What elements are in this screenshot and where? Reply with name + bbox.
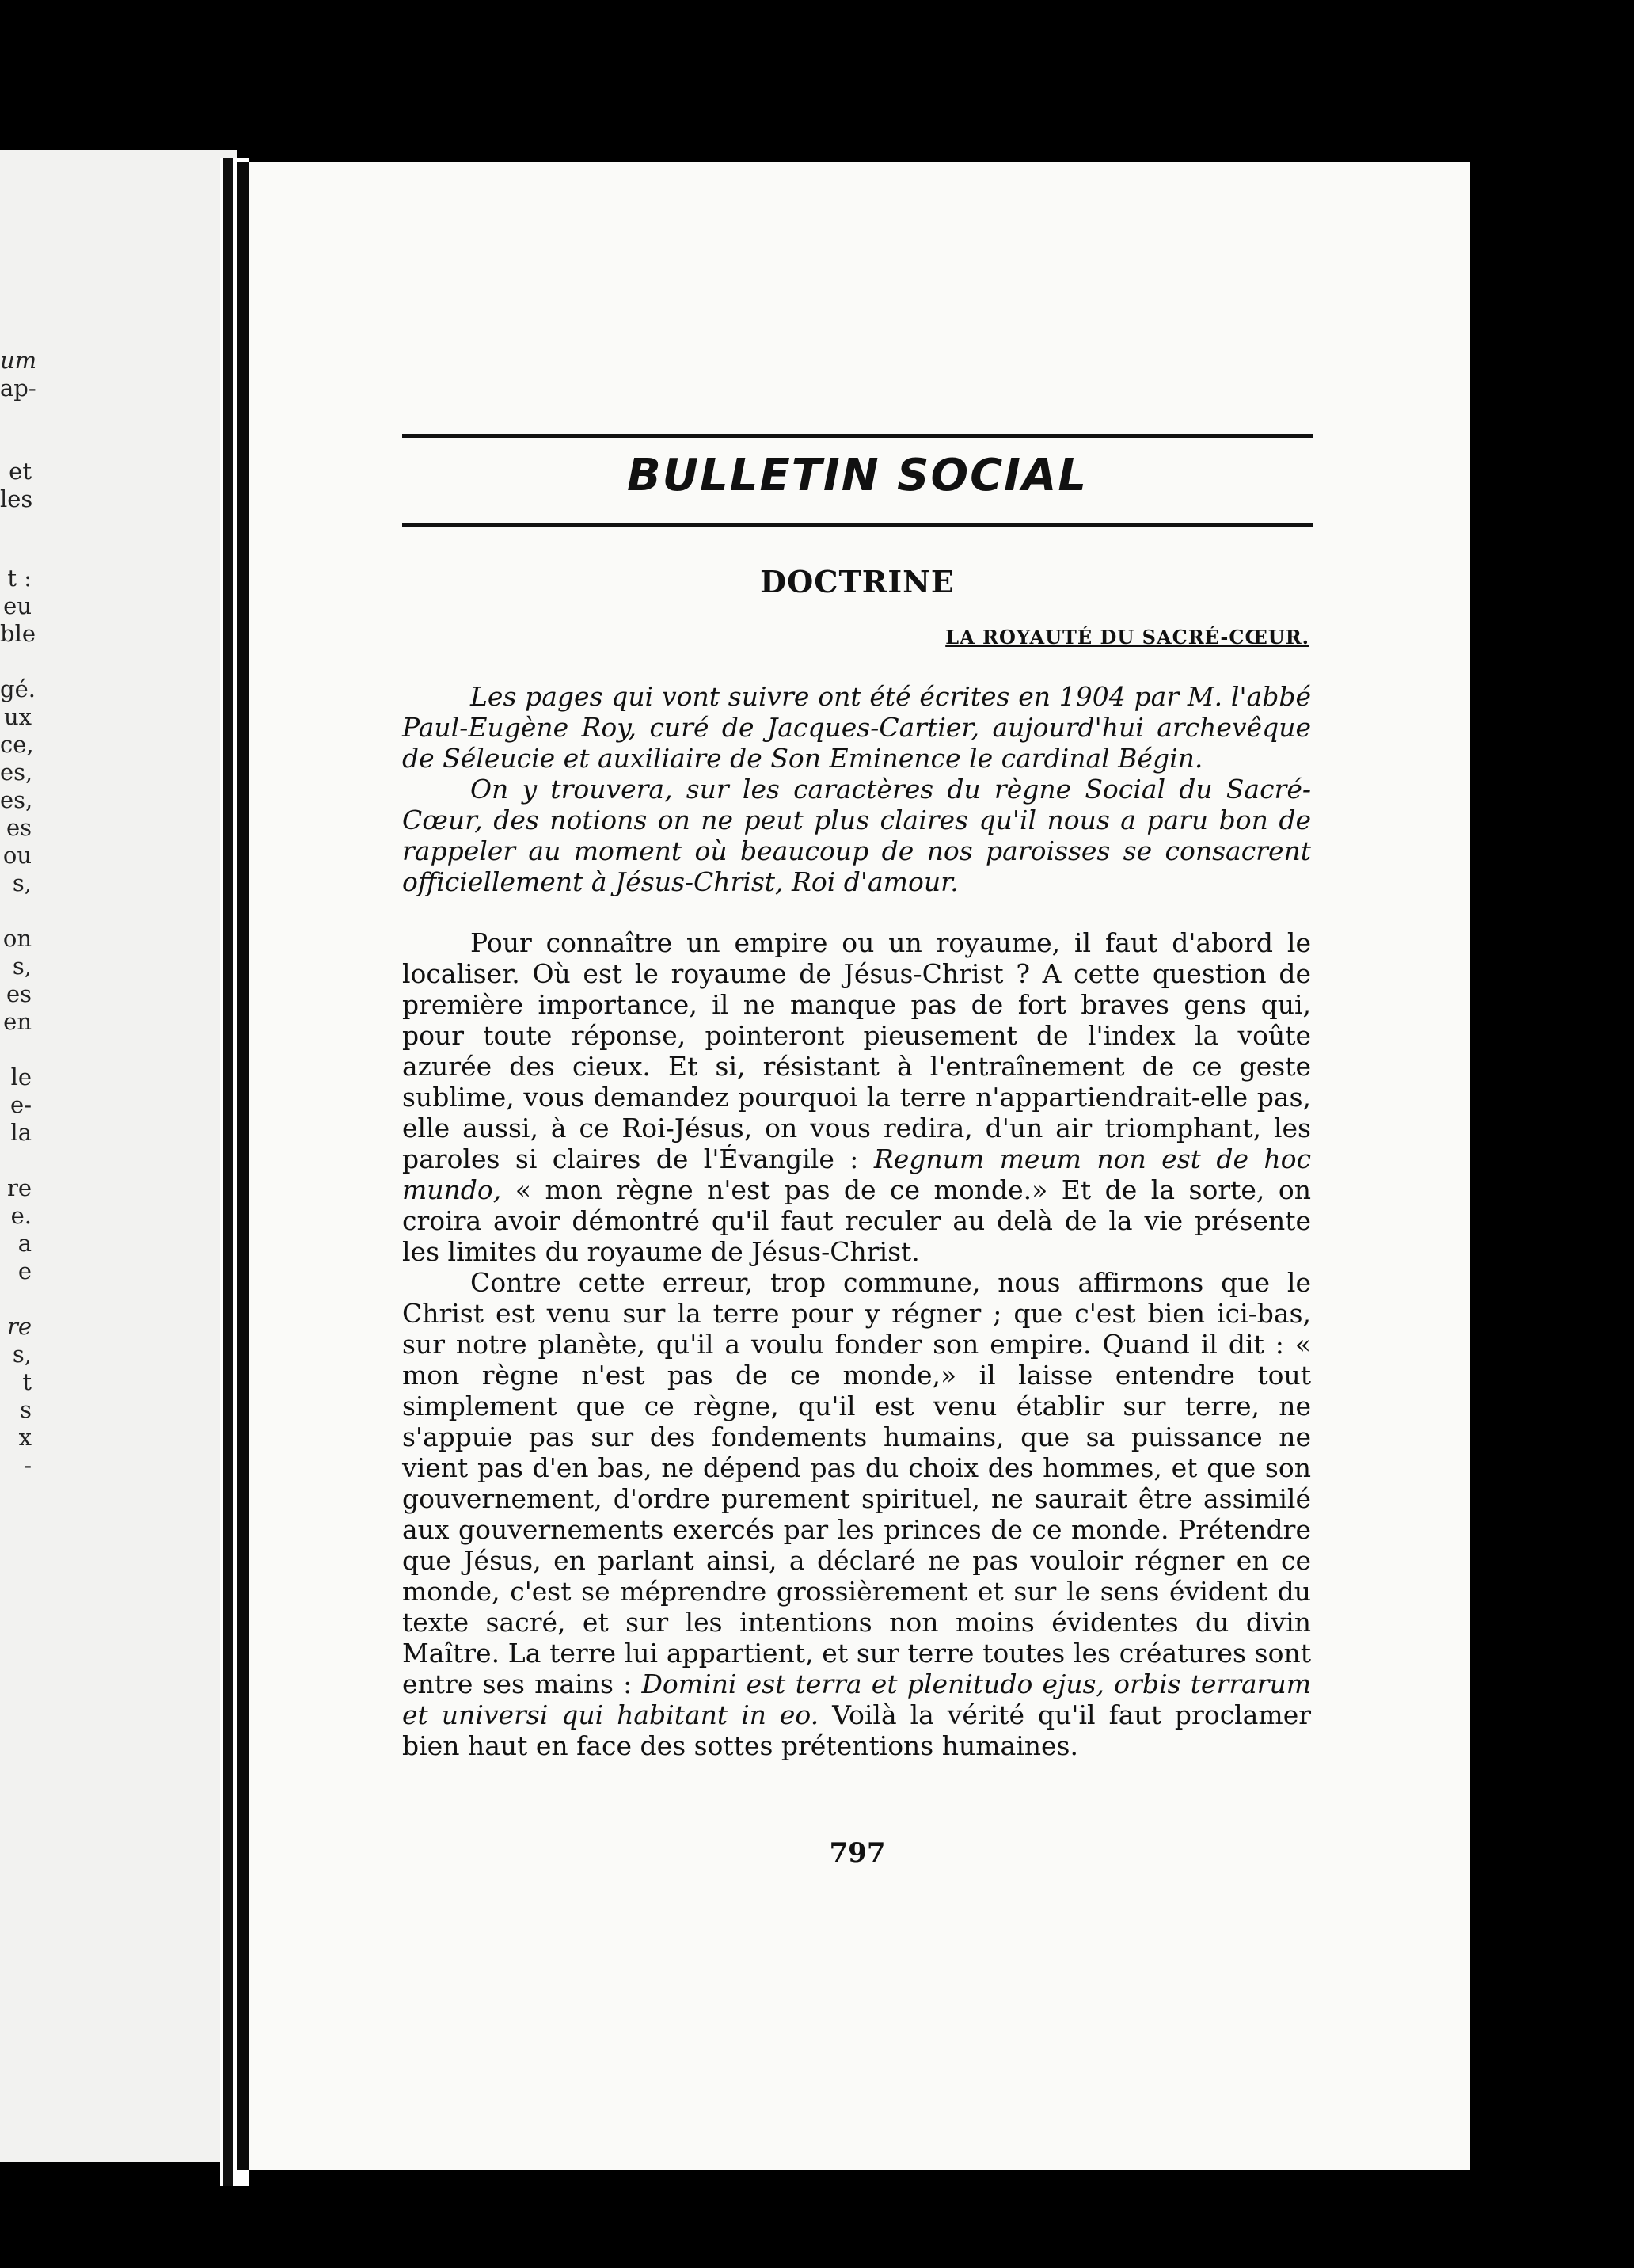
page-number: 797 bbox=[829, 1837, 886, 1869]
facing-page-fragment: ble bbox=[0, 620, 36, 647]
facing-page-fragment: t : bbox=[7, 565, 32, 592]
intro-paragraph: On y trouvera, sur les caractères du règne Social du Sacré-Cœur, des notions on ne peut plus claires qu'il nous a paru bon de rappeler au moment où beaucoup de nos paroisses se consacrent officiellement à Jésus-Christ, Roi d'amour. bbox=[402, 774, 1311, 897]
section-heading: DOCTRINE bbox=[760, 564, 955, 599]
facing-page-fragment: e- bbox=[10, 1091, 32, 1118]
facing-page-fragment: - bbox=[24, 1452, 32, 1478]
facing-page-fragment: la bbox=[10, 1119, 32, 1146]
facing-page-fragment: e. bbox=[10, 1202, 32, 1229]
facing-page-fragment: ce, bbox=[0, 731, 34, 758]
latin-quote: Regnum meum non est de hoc mundo, bbox=[402, 1144, 1311, 1205]
masthead-title: BULLETIN SOCIAL bbox=[626, 450, 1089, 501]
facing-page-fragment: a bbox=[17, 1230, 32, 1257]
facing-page-fragment: es, bbox=[0, 786, 33, 813]
facing-page bbox=[0, 150, 238, 2162]
facing-page-fragment: s, bbox=[12, 870, 32, 896]
body-paragraph: Pour connaître un empire ou un royaume, il faut d'abord le localiser. Où est le royaume de Jésus-Christ ? A cette question de première importance, il ne manque pas de fort braves gens qui, pour toute réponse, pointeront pieusement de l'index la voûte azurée des cieux. Et si, résistant à l'entraînement de ce geste sublime, vous demandez pourquoi la terre n'appartiendrait-elle pas, elle aussi, à ce Roi-Jésus, on vous redira, d'un air triomphant, les paroles si claires de l'Évangile : Regnum meum non est de hoc mundo, « mon règne n'est pas de ce monde.» Et de la sorte, on croira avoir démontré qu'il faut reculer au delà de la vie présente les limites du royaume de Jésus-Christ. bbox=[402, 927, 1311, 1267]
facing-page-fragment: es bbox=[6, 814, 32, 841]
facing-page-fragment: gé. bbox=[0, 675, 36, 702]
masthead-bottom-rule bbox=[402, 523, 1313, 527]
facing-page-fragment: eu bbox=[3, 592, 32, 619]
facing-page-fragment: les bbox=[0, 485, 33, 512]
intro-paragraph: Les pages qui vont suivre ont été écrites en 1904 par M. l'abbé Paul-Eugène Roy, curé de Jacques-Cartier, aujourd'hui archevêque de Séleucie et auxiliaire de Son Eminence le cardinal Bégin. bbox=[402, 681, 1311, 774]
facing-page-fragment: um bbox=[0, 347, 37, 374]
body-paragraph: Contre cette erreur, trop commune, nous affirmons que le Christ est venu sur la terre pour y régner ; que c'est bien ici-bas, sur notre planète, qu'il a voulu fonder son empire. Quand il dit : « mon règne n'est pas de ce monde,» il laisse entendre tout simplement que ce règne, qu'il est venu établir sur terre, ne s'appuie pas sur des fondements humains, que sa puissance ne vient pas d'en bas, ne dépend pas du choix des hommes, et que son gouvernement, d'ordre purement spirituel, ne saurait être assimilé aux gouvernements exercés par les princes de ce monde. Prétendre que Jésus, en parlant ainsi, a déclaré ne pas vouloir régner en ce monde, c'est se méprendre grossièrement et sur le sens évident du texte sacré, et sur les intentions non moins évidentes du divin Maître. La terre lui appartient, et sur terre toutes les créatures sont entre ses mains : Domini est terra et plenitudo ejus, orbis terrarum et universi qui habitant in eo. Voilà la vérité qu'il faut proclamer bien haut en face des sottes prétentions humaines. bbox=[402, 1267, 1312, 1761]
facing-page-fragment: on bbox=[2, 925, 32, 952]
facing-page-fragment: s, bbox=[12, 953, 32, 980]
gutter-shadow bbox=[223, 158, 233, 2186]
article-subtitle: LA ROYAUTÉ DU SACRÉ-CŒUR. bbox=[945, 626, 1309, 649]
facing-page-fragment: es bbox=[6, 980, 32, 1007]
facing-page-fragment: t bbox=[22, 1368, 32, 1395]
facing-page-fragment: e bbox=[17, 1258, 32, 1284]
article-body bbox=[402, 681, 1311, 1761]
facing-page-fragment: le bbox=[10, 1064, 32, 1090]
page-edge-shadow bbox=[238, 162, 249, 2170]
facing-page-fragment: es, bbox=[0, 759, 33, 786]
facing-page-fragment: re bbox=[6, 1174, 32, 1201]
facing-page-fragment: s, bbox=[12, 1341, 32, 1368]
facing-page-fragment: ap- bbox=[0, 375, 36, 401]
facing-page-fragment: et bbox=[9, 458, 32, 485]
masthead-top-rule bbox=[402, 434, 1313, 438]
facing-page-fragment: re bbox=[6, 1313, 32, 1340]
facing-page-fragment: ux bbox=[3, 703, 32, 730]
facing-page-fragment: en bbox=[3, 1008, 32, 1035]
facing-page-fragment: s bbox=[20, 1396, 32, 1423]
latin-quote: Domini est terra et plenitudo ejus, orbis terrarum et universi qui habitant in eo. bbox=[402, 1669, 1311, 1730]
facing-page-fragment: ou bbox=[2, 842, 32, 869]
facing-page-fragment: x bbox=[18, 1424, 32, 1451]
